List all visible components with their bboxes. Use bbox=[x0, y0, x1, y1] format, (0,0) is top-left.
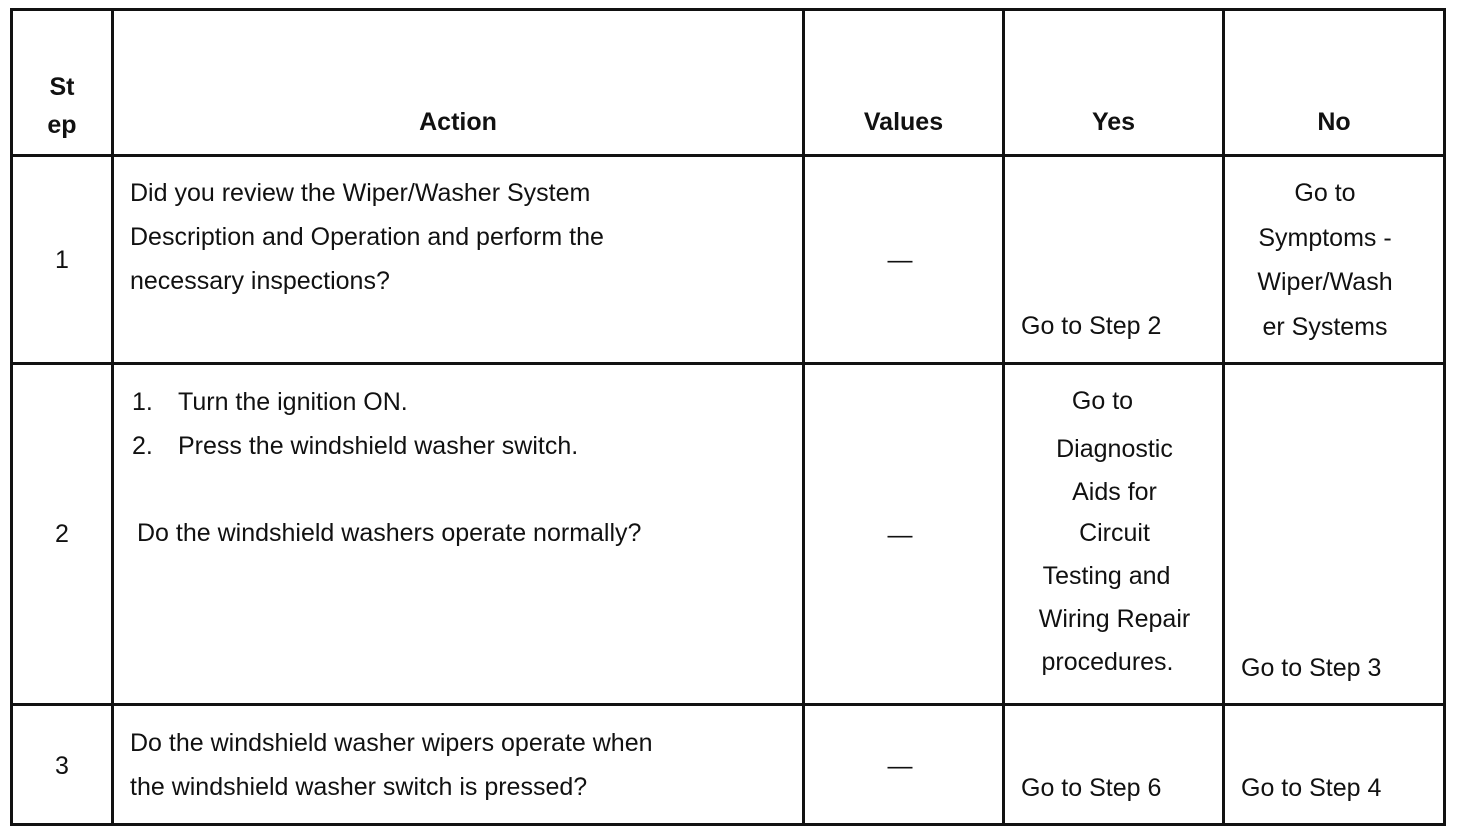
row1-value: — bbox=[887, 246, 913, 274]
header-step-line1: St bbox=[49, 73, 75, 101]
header-step-line2: ep bbox=[47, 111, 77, 139]
row2-yes-line2: Diagnostic bbox=[1056, 435, 1173, 463]
row2-yes-line1: Go to bbox=[1071, 387, 1134, 415]
row1-no bbox=[1225, 171, 1425, 349]
header-values: Values bbox=[863, 108, 944, 136]
row3-step: 3 bbox=[55, 752, 69, 780]
row2-no: Go to Step 3 bbox=[1241, 654, 1382, 682]
list-item-text: Turn the ignition ON. bbox=[178, 388, 408, 416]
header-step bbox=[13, 68, 111, 144]
row2-action-list bbox=[132, 380, 578, 468]
header-yes: Yes bbox=[1091, 108, 1136, 136]
row2-yes-line5: Testing and bbox=[1042, 562, 1171, 590]
row2-yes bbox=[1012, 380, 1217, 684]
row2-yes-line7: procedures. bbox=[1041, 648, 1174, 676]
header-action: Action bbox=[419, 108, 497, 136]
list-item bbox=[132, 424, 578, 468]
row3-action bbox=[130, 721, 653, 809]
row-divider-1 bbox=[10, 362, 1446, 365]
table-border-right bbox=[1443, 8, 1446, 826]
row1-no-line1: Go to bbox=[1294, 179, 1356, 207]
row1-action-line2: Description and Operation and perform the bbox=[130, 223, 604, 251]
row3-yes: Go to Step 6 bbox=[1021, 774, 1162, 802]
row3-action-line2: the windshield washer switch is pressed? bbox=[130, 773, 588, 801]
row2-action-question: Do the windshield washers operate normally? bbox=[137, 519, 642, 547]
row3-action-line1: Do the windshield washer wipers operate when bbox=[130, 729, 653, 757]
list-item bbox=[132, 380, 578, 424]
row2-yes-line6: Wiring Repair bbox=[1038, 605, 1191, 633]
list-item-number: 2. bbox=[132, 432, 153, 460]
row-divider-2 bbox=[10, 703, 1446, 706]
row2-value: — bbox=[887, 521, 913, 549]
row1-action bbox=[130, 171, 604, 303]
row2-yes-line4: Circuit bbox=[1079, 519, 1150, 547]
header-divider bbox=[10, 154, 1446, 157]
row3-value: — bbox=[887, 752, 913, 780]
table-border-top bbox=[10, 8, 1446, 11]
row1-no-line2: Symptoms - bbox=[1258, 223, 1392, 252]
table-border-bottom bbox=[10, 823, 1446, 826]
row1-yes: Go to Step 2 bbox=[1021, 312, 1162, 340]
row2-step: 2 bbox=[55, 520, 69, 548]
row2-yes-line3: Aids for bbox=[1072, 478, 1157, 506]
row1-action-line3: necessary inspections? bbox=[130, 267, 390, 295]
row1-no-line3: Wiper/Wash bbox=[1257, 268, 1393, 296]
row1-no-line4: er Systems bbox=[1262, 312, 1388, 341]
row1-step: 1 bbox=[55, 246, 69, 274]
header-no: No bbox=[1317, 108, 1351, 136]
row3-no: Go to Step 4 bbox=[1241, 774, 1382, 802]
row1-action-line1: Did you review the Wiper/Washer System bbox=[130, 179, 591, 207]
list-item-number: 1. bbox=[132, 388, 153, 416]
list-item-text: Press the windshield washer switch. bbox=[178, 432, 579, 460]
